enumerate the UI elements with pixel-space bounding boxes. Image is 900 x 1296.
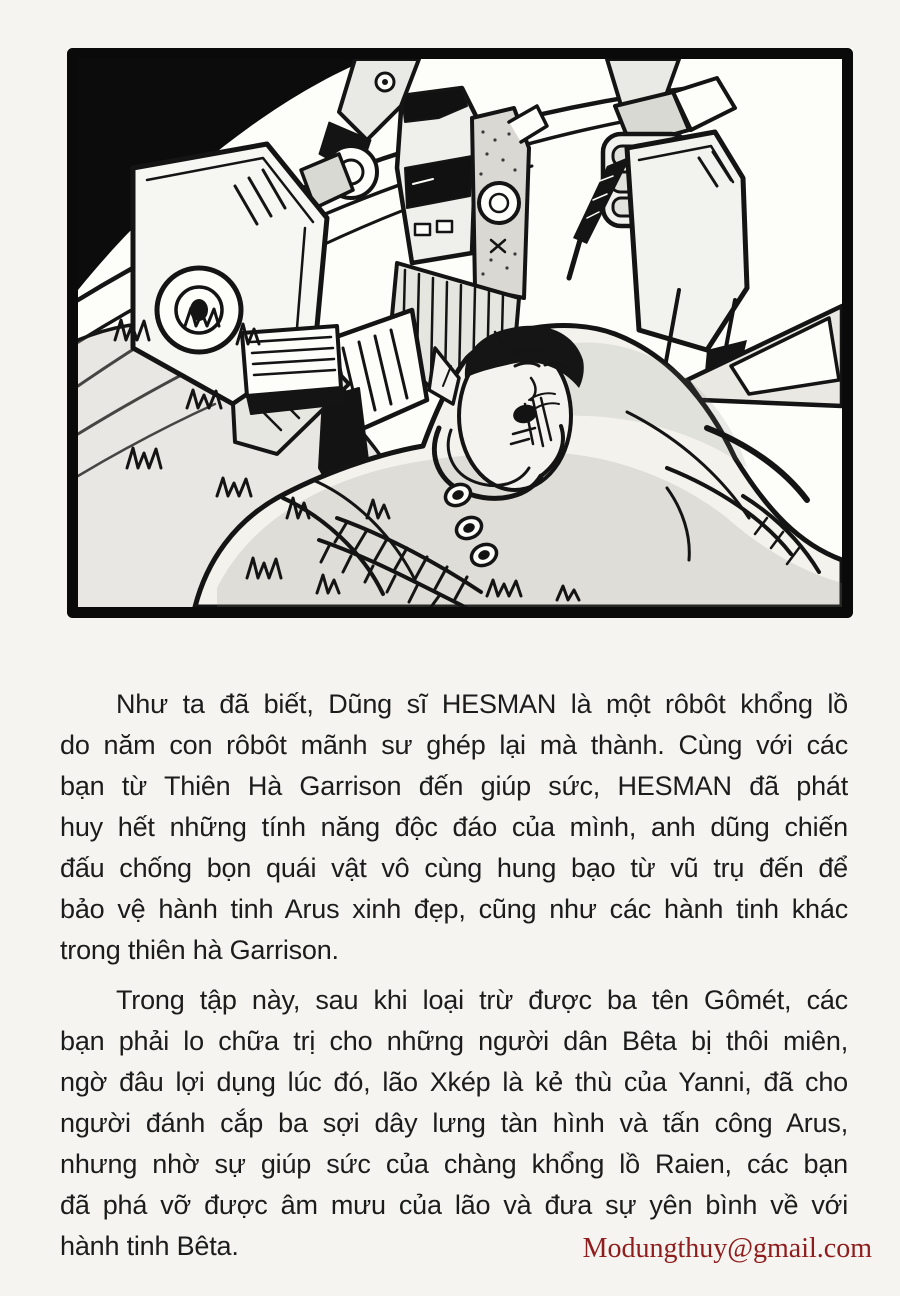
- article: [60, 684, 848, 1267]
- text-line: Như ta đã biết, Dũng sĩ HESMAN là một rôbôt khổng lồ: [116, 689, 848, 719]
- text-line: bạn từ Thiên Hà Garrison đến giúp sức, HESMAN đã phát: [60, 771, 848, 801]
- text-line: trong thiên hà Garrison.: [60, 935, 339, 965]
- text-line: Trong tập này, sau khi loại trừ được ba tên Gômét, các: [116, 985, 848, 1015]
- text-line: đã phá vỡ được âm mưu của lão và đưa sự yên bình về với: [60, 1190, 848, 1220]
- text-line: người đánh cắp ba sợi dây lưng tàn hình và tấn công Arus,: [60, 1108, 848, 1138]
- text-line: do năm con rôbôt mãnh sư ghép lại mà thành. Cùng với các: [60, 730, 848, 760]
- email-text: Modungthuy@gmail.com: [582, 1233, 872, 1264]
- comic-panel-illustration: [67, 48, 853, 618]
- text-line: hành tinh Bêta.: [60, 1231, 239, 1261]
- text-line: nhưng nhờ sự giúp sức của chàng khổng lồ Raien, các bạn: [60, 1149, 848, 1179]
- text-line: bạn phải lo chữa trị cho những người dân Bêta bị thôi miên,: [60, 1026, 848, 1056]
- comic-panel: [67, 48, 853, 618]
- text-line: huy hết những tính năng độc đáo của mình, anh dũng chiến: [60, 812, 848, 842]
- paragraph: [60, 980, 848, 1267]
- text-line: đấu chống bọn quái vật vô cùng hung bạo từ vũ trụ đến để: [60, 853, 848, 883]
- paragraph: [60, 684, 848, 971]
- text-line: ngờ đâu lợi dụng lúc đó, lão Xkép là kẻ thù của Yanni, đã cho: [60, 1067, 848, 1097]
- text-line: bảo vệ hành tinh Arus xinh đẹp, cũng như các hành tinh khác: [60, 894, 848, 924]
